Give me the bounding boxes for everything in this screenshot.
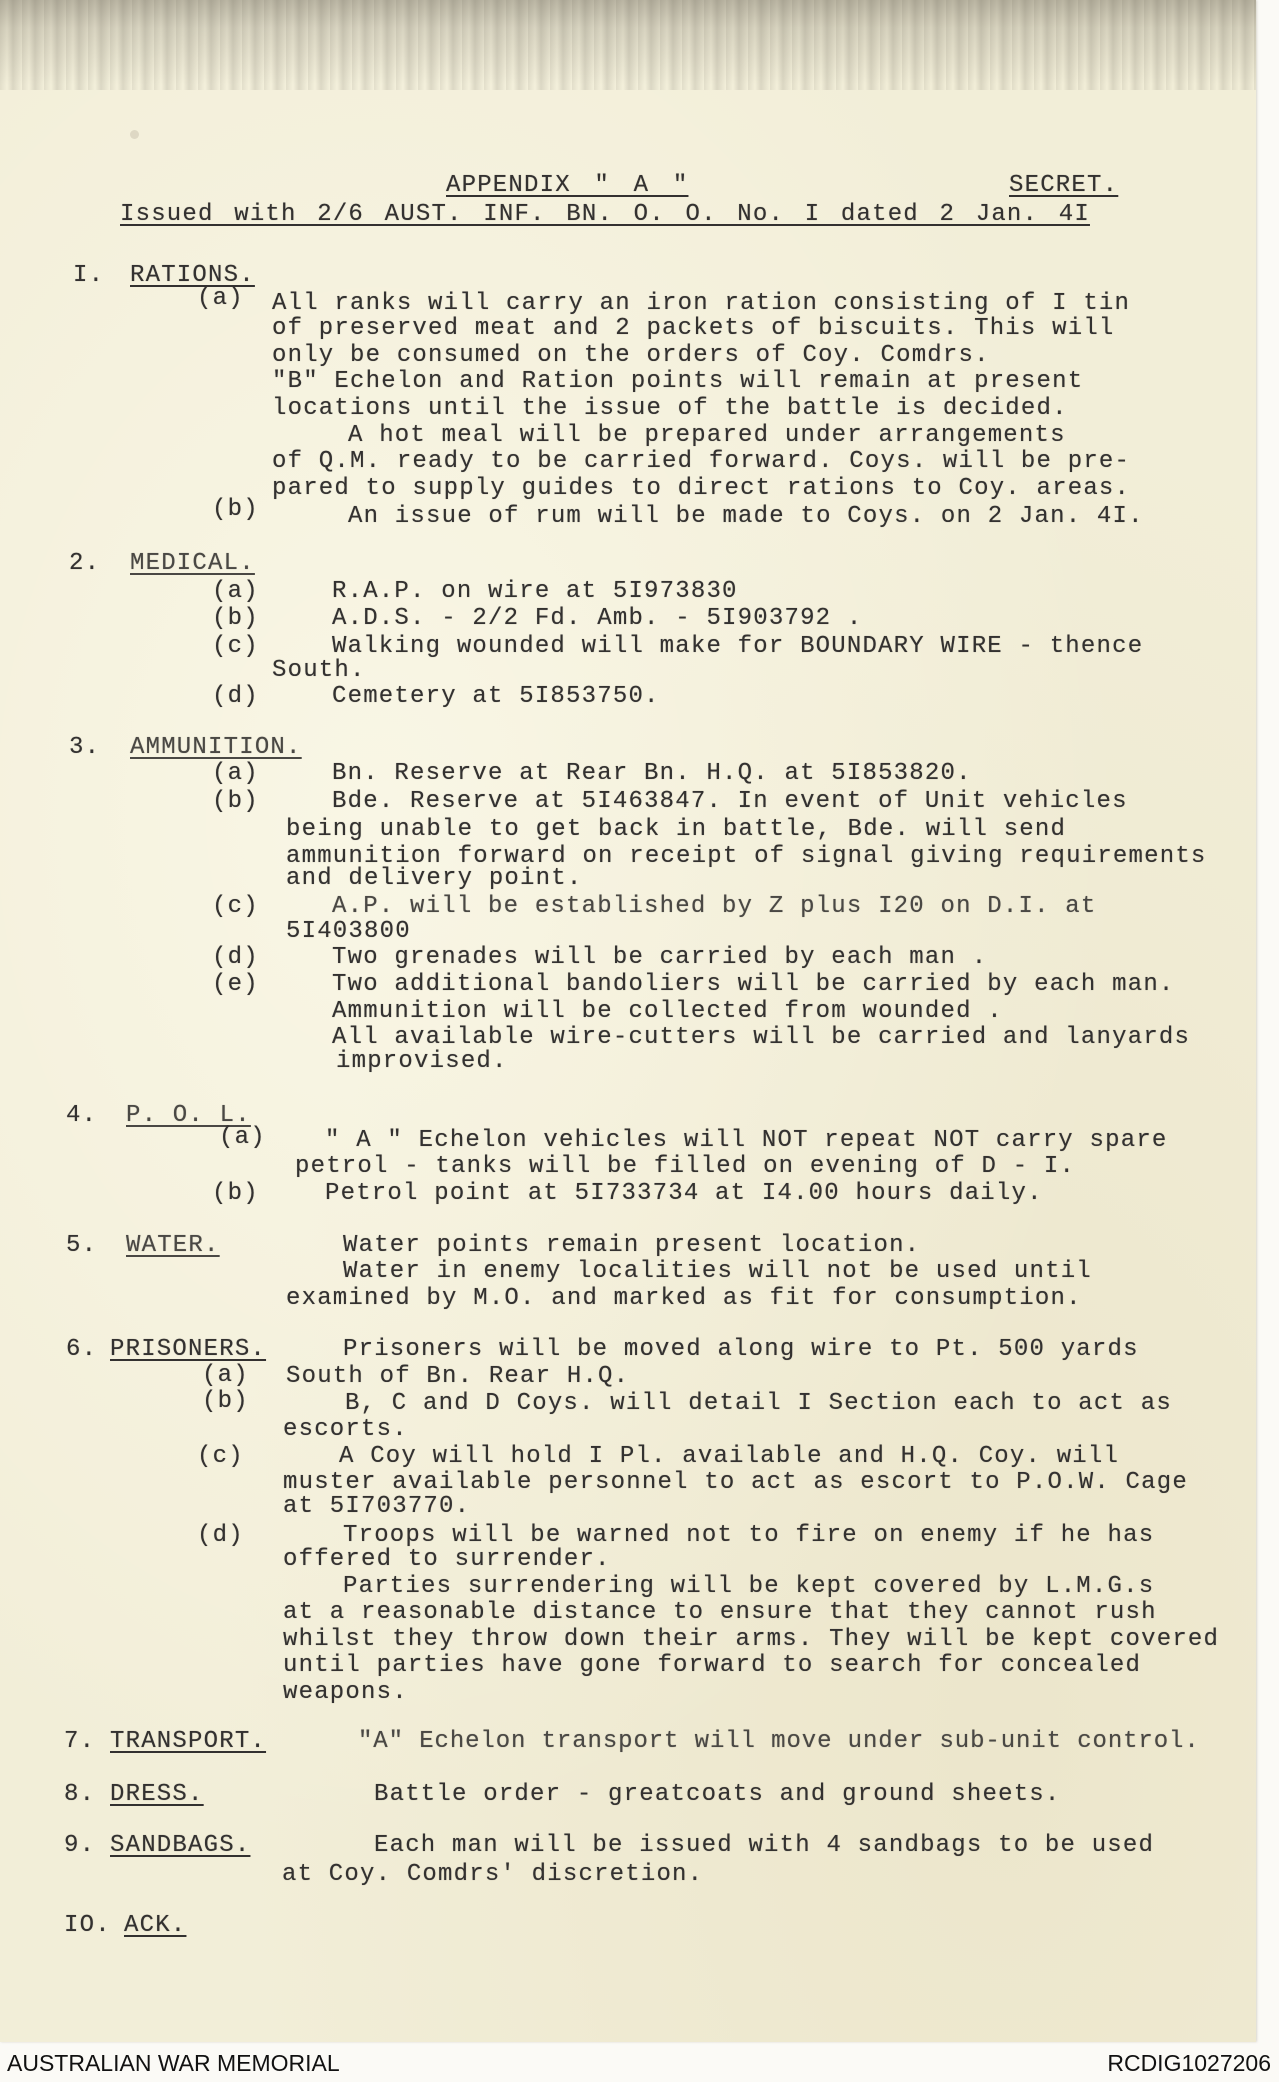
line-text: Bn. Reserve at Rear Bn. H.Q. at 5I853820.	[332, 760, 972, 787]
line-text: All ranks will carry an iron ration consisting of I tin	[272, 290, 1131, 317]
line-text: ammunition forward on receipt of signal giving requirements	[286, 843, 1207, 870]
line-text: petrol - tanks will be filled on evening of D - I.	[295, 1153, 1076, 1180]
section-number: 8.	[64, 1781, 96, 1808]
line-text: muster available personnel to act as escort to P.O.W. Cage	[283, 1469, 1188, 1496]
line-text: escorts.	[283, 1416, 408, 1443]
subitem-marker: (d)	[197, 1522, 244, 1549]
line-text: South.	[272, 657, 366, 684]
section-number: 2.	[69, 550, 101, 577]
line-text: B, C and D Coys. will detail I Section each to act as	[345, 1390, 1172, 1417]
line-text: Bde. Reserve at 5I463847. In event of Unit vehicles	[332, 788, 1128, 815]
line-text: Water points remain present location.	[343, 1232, 921, 1259]
section-heading-dress: DRESS.	[110, 1781, 204, 1808]
subitem-marker: (a)	[202, 1362, 249, 1389]
line-text: A Coy will hold I Pl. available and H.Q. Coy. will	[339, 1443, 1120, 1470]
line-text: Cemetery at 5I853750.	[332, 683, 660, 710]
line-text: at 5I703770.	[283, 1493, 471, 1520]
line-text: Each man will be issued with 4 sandbags to be used	[374, 1832, 1155, 1859]
subitem-marker: (c)	[212, 633, 259, 660]
line-text: Two additional bandoliers will be carried by each man.	[332, 971, 1175, 998]
line-text: 5I403800	[286, 918, 411, 945]
section-number: 5.	[66, 1232, 98, 1259]
section-heading-ack: ACK.	[124, 1912, 187, 1939]
line-text: "B" Echelon and Ration points will remain at present	[272, 368, 1084, 395]
subitem-marker: (a)	[212, 760, 259, 787]
line-text: improvised.	[336, 1048, 508, 1075]
subitem-marker: (b)	[212, 496, 259, 523]
section-number: 6.	[66, 1336, 98, 1363]
line-text: pared to supply guides to direct rations to Coy. areas.	[272, 475, 1131, 502]
subitem-marker: (b)	[212, 1180, 259, 1207]
appendix-title: APPENDIX " A "	[446, 172, 689, 199]
section-heading-rations: RATIONS.	[130, 262, 255, 289]
section-number: 3.	[69, 734, 101, 761]
line-text: Water in enemy localities will not be used until	[343, 1258, 1092, 1285]
section-number: 9.	[64, 1832, 96, 1859]
subitem-marker: (a)	[212, 578, 259, 605]
subitem-marker: (b)	[212, 605, 259, 632]
line-text: examined by M.O. and marked as fit for consumption.	[286, 1285, 1082, 1312]
line-text: at a reasonable distance to ensure that they cannot rush	[283, 1599, 1157, 1626]
line-text: Troops will be warned not to fire on enemy if he has	[343, 1522, 1155, 1549]
line-text: Prisoners will be moved along wire to Pt. 500 yards	[343, 1336, 1139, 1363]
line-text: All available wire-cutters will be carried and lanyards	[332, 1024, 1191, 1051]
subitem-marker: (d)	[212, 683, 259, 710]
line-text: Walking wounded will make for BOUNDARY WIRE - thence	[332, 633, 1144, 660]
line-text: "A" Echelon transport will move under sub-unit control.	[358, 1728, 1200, 1755]
line-text: " A " Echelon vehicles will NOT repeat NOT carry spare	[325, 1127, 1168, 1154]
line-text: offered to surrender.	[283, 1546, 611, 1573]
line-text: South of Bn. Rear H.Q.	[286, 1363, 630, 1390]
section-number: 7.	[64, 1728, 96, 1755]
line-text: Petrol point at 5I733734 at I4.00 hours daily.	[325, 1180, 1043, 1207]
line-text: Ammunition will be collected from wounded .	[332, 998, 1003, 1025]
line-text: whilst they throw down their arms. They will be kept covered	[283, 1626, 1220, 1653]
punch-mark	[130, 130, 139, 139]
subitem-marker: (a)	[197, 285, 244, 312]
section-number: I.	[73, 262, 105, 289]
line-text: until parties have gone forward to search for concealed	[283, 1652, 1142, 1679]
line-text: only be consumed on the orders of Coy. Comdrs.	[272, 342, 990, 369]
line-text: An issue of rum will be made to Coys. on 2 Jan. 4I.	[348, 503, 1144, 530]
section-heading-transport: TRANSPORT.	[110, 1728, 267, 1755]
line-text: locations until the issue of the battle is decided.	[272, 395, 1068, 422]
line-text: weapons.	[283, 1679, 408, 1706]
section-heading-medical: MEDICAL.	[130, 550, 255, 577]
line-text: A.D.S. - 2/2 Fd. Amb. - 5I903792 .	[332, 605, 863, 632]
section-number: IO.	[64, 1912, 111, 1939]
subitem-marker: (b)	[202, 1388, 249, 1415]
subitem-marker: (a)	[219, 1124, 266, 1151]
line-text: A.P. will be established by Z plus I20 on D.I. at	[332, 893, 1097, 920]
subitem-marker: (b)	[212, 788, 259, 815]
section-heading-sandbags: SANDBAGS.	[110, 1832, 251, 1859]
line-text: R.A.P. on wire at 5I973830	[332, 578, 738, 605]
paper-stain	[0, 0, 1256, 90]
section-heading-water: WATER.	[126, 1232, 220, 1259]
line-text: A hot meal will be prepared under arrangements	[348, 422, 1066, 449]
line-text: at Coy. Comdrs' discretion.	[282, 1861, 704, 1888]
subitem-marker: (e)	[212, 971, 259, 998]
line-text: Two grenades will be carried by each man .	[332, 944, 988, 971]
section-number: 4.	[66, 1102, 98, 1129]
line-text: Battle order - greatcoats and ground sheets.	[374, 1781, 1061, 1808]
issued-with-line: Issued with 2/6 AUST. INF. BN. O. O. No. I dated 2 Jan. 4I	[120, 201, 1090, 228]
archive-reference-id: RCDIG1027206	[1107, 2050, 1271, 2076]
subitem-marker: (d)	[212, 944, 259, 971]
subitem-marker: (c)	[212, 893, 259, 920]
section-heading-prisoners: PRISONERS.	[110, 1336, 267, 1363]
line-text: and delivery point.	[286, 865, 583, 892]
section-heading-pol: P. O. L.	[126, 1102, 251, 1129]
line-text: of Q.M. ready to be carried forward. Coys. will be pre-	[272, 448, 1131, 475]
archive-credit: AUSTRALIAN WAR MEMORIAL	[7, 2050, 340, 2076]
section-heading-ammunition: AMMUNITION.	[130, 734, 302, 761]
line-text: of preserved meat and 2 packets of biscuits. This will	[272, 315, 1115, 342]
line-text: being unable to get back in battle, Bde. will send	[286, 816, 1067, 843]
subitem-marker: (c)	[197, 1443, 244, 1470]
line-text: Parties surrendering will be kept covered by L.M.G.s	[343, 1573, 1155, 1600]
security-classification: SECRET.	[1009, 172, 1119, 199]
